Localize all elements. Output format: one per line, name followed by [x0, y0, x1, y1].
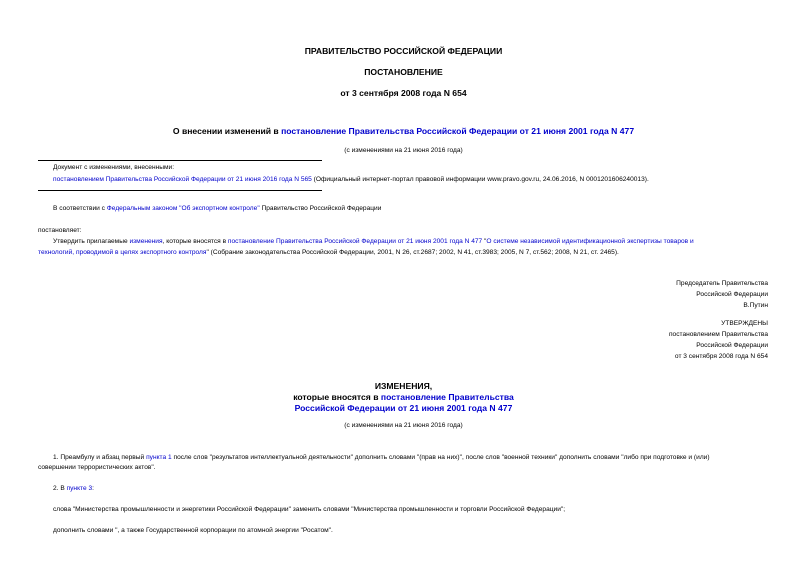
doc-type-heading: ПОСТАНОВЛЕНИЕ — [364, 67, 443, 77]
preamble-after: Правительство Российской Федерации — [259, 205, 382, 212]
decree-line-1 — [53, 238, 694, 245]
changes-link-decree-part1[interactable]: постановление Правительства — [380, 392, 514, 402]
item-2-text-b: : — [92, 485, 94, 492]
item-3: слова "Министерства промышленности и энергетики Российской Федерации" заменить словами "Министерства промышленности и торговли Российской Федерации"; — [53, 506, 566, 513]
changes-link-decree-part2[interactable]: Российской Федерации от 21 июня 2001 года N 477 — [294, 403, 513, 413]
item-2-text-a: 2. В — [53, 485, 67, 492]
item-1-line-1 — [53, 454, 710, 461]
changes-revision: (с изменениями на 21 июня 2016 года) — [344, 422, 463, 429]
decree-text-c: " — [482, 238, 487, 245]
changes-subtitle-2 — [0, 403, 807, 413]
title-revision: (с изменениями на 21 июня 2016 года) — [344, 147, 463, 154]
amendments-link-decree-565[interactable]: постановлением Правительства Российской Федерации от 21 июня 2016 года N 565 — [53, 176, 312, 183]
doc-date-number: от 3 сентября 2008 года N 654 — [340, 88, 467, 98]
decree-text-b: , которые вносятся в — [162, 238, 228, 245]
changes-title: ИЗМЕНЕНИЯ, — [374, 381, 433, 391]
approved-line-4: от 3 сентября 2008 года N 654 — [674, 353, 768, 360]
item-1-link-point-1[interactable]: пункта 1 — [146, 454, 172, 461]
item-2 — [53, 485, 94, 492]
item-1-line-2: совершении террористических актов". — [38, 464, 156, 471]
preamble — [53, 205, 381, 212]
decree-citation: " (Собрание законодательства Российской Федерации, 2001, N 26, ст.2687; 2002, N 41, ст.3983; 2005, N 7, ст.562; 2008, N 21, ст. 2465). — [206, 249, 619, 256]
decree-link-system-title-part2[interactable]: технологий, проводимой в целях экспортного контроля — [38, 249, 207, 256]
document-title — [0, 126, 807, 136]
title-prefix: О внесении изменений в — [172, 126, 282, 136]
amendments-bottom-rule — [38, 190, 322, 191]
amendments-top-rule — [38, 160, 322, 161]
org-heading: ПРАВИТЕЛЬСТВО РОССИЙСКОЙ ФЕДЕРАЦИИ — [304, 46, 503, 56]
item-1-text-b: после слов "результатов интеллектуальной деятельности" дополнить словами "(прав на них)", после слов "военной техники" дополнить словами "либо при подготовке и (или) — [171, 454, 710, 461]
decree-line-2 — [38, 249, 619, 256]
signature-name: В.Путин — [743, 302, 768, 309]
item-1-text-a: 1. Преамбулу и абзац первый — [53, 454, 147, 461]
approved-line-2: постановлением Правительства — [668, 331, 768, 338]
decree-link-changes[interactable]: изменения — [129, 238, 163, 245]
preamble-link-export-control-law[interactable]: Федеральным законом "Об экспортном контроле" — [106, 205, 260, 212]
approved-line-3: Российской Федерации — [696, 342, 768, 349]
signature-position-1: Председатель Правительства — [676, 280, 768, 287]
decree-postanovlyaet: постановляет: — [38, 227, 82, 234]
signature-position-2: Российской Федерации — [696, 291, 768, 298]
item-4: дополнить словами ", а также Государственной корпорации по атомной энергии "Росатом". — [53, 527, 333, 534]
title-link-decree-477[interactable]: постановление Правительства Российской Федерации от 21 июня 2001 года N 477 — [281, 126, 635, 136]
approved-heading: УТВЕРЖДЕНЫ — [721, 320, 768, 327]
amendments-source: (Официальный интернет-портал правовой информации www.pravo.gov.ru, 24.06.2016, N 0001201606240013). — [311, 176, 649, 183]
preamble-before: В соответствии с — [53, 205, 107, 212]
item-2-link-point-3[interactable]: пункте 3 — [66, 485, 93, 492]
changes-subtitle-1 — [0, 392, 807, 402]
decree-link-system-title-part1[interactable]: О системе независимой идентификационной экспертизы товаров и — [486, 238, 694, 245]
decree-text-a: Утвердить прилагаемые — [53, 238, 130, 245]
decree-link-decree-477[interactable]: постановление Правительства Российской Федерации от 21 июня 2001 года N 477 — [227, 238, 483, 245]
amendments-entry — [53, 176, 649, 183]
amendments-label: Документ с изменениями, внесенными: — [53, 164, 175, 171]
changes-subtitle-prefix: которые вносятся в — [293, 392, 381, 402]
